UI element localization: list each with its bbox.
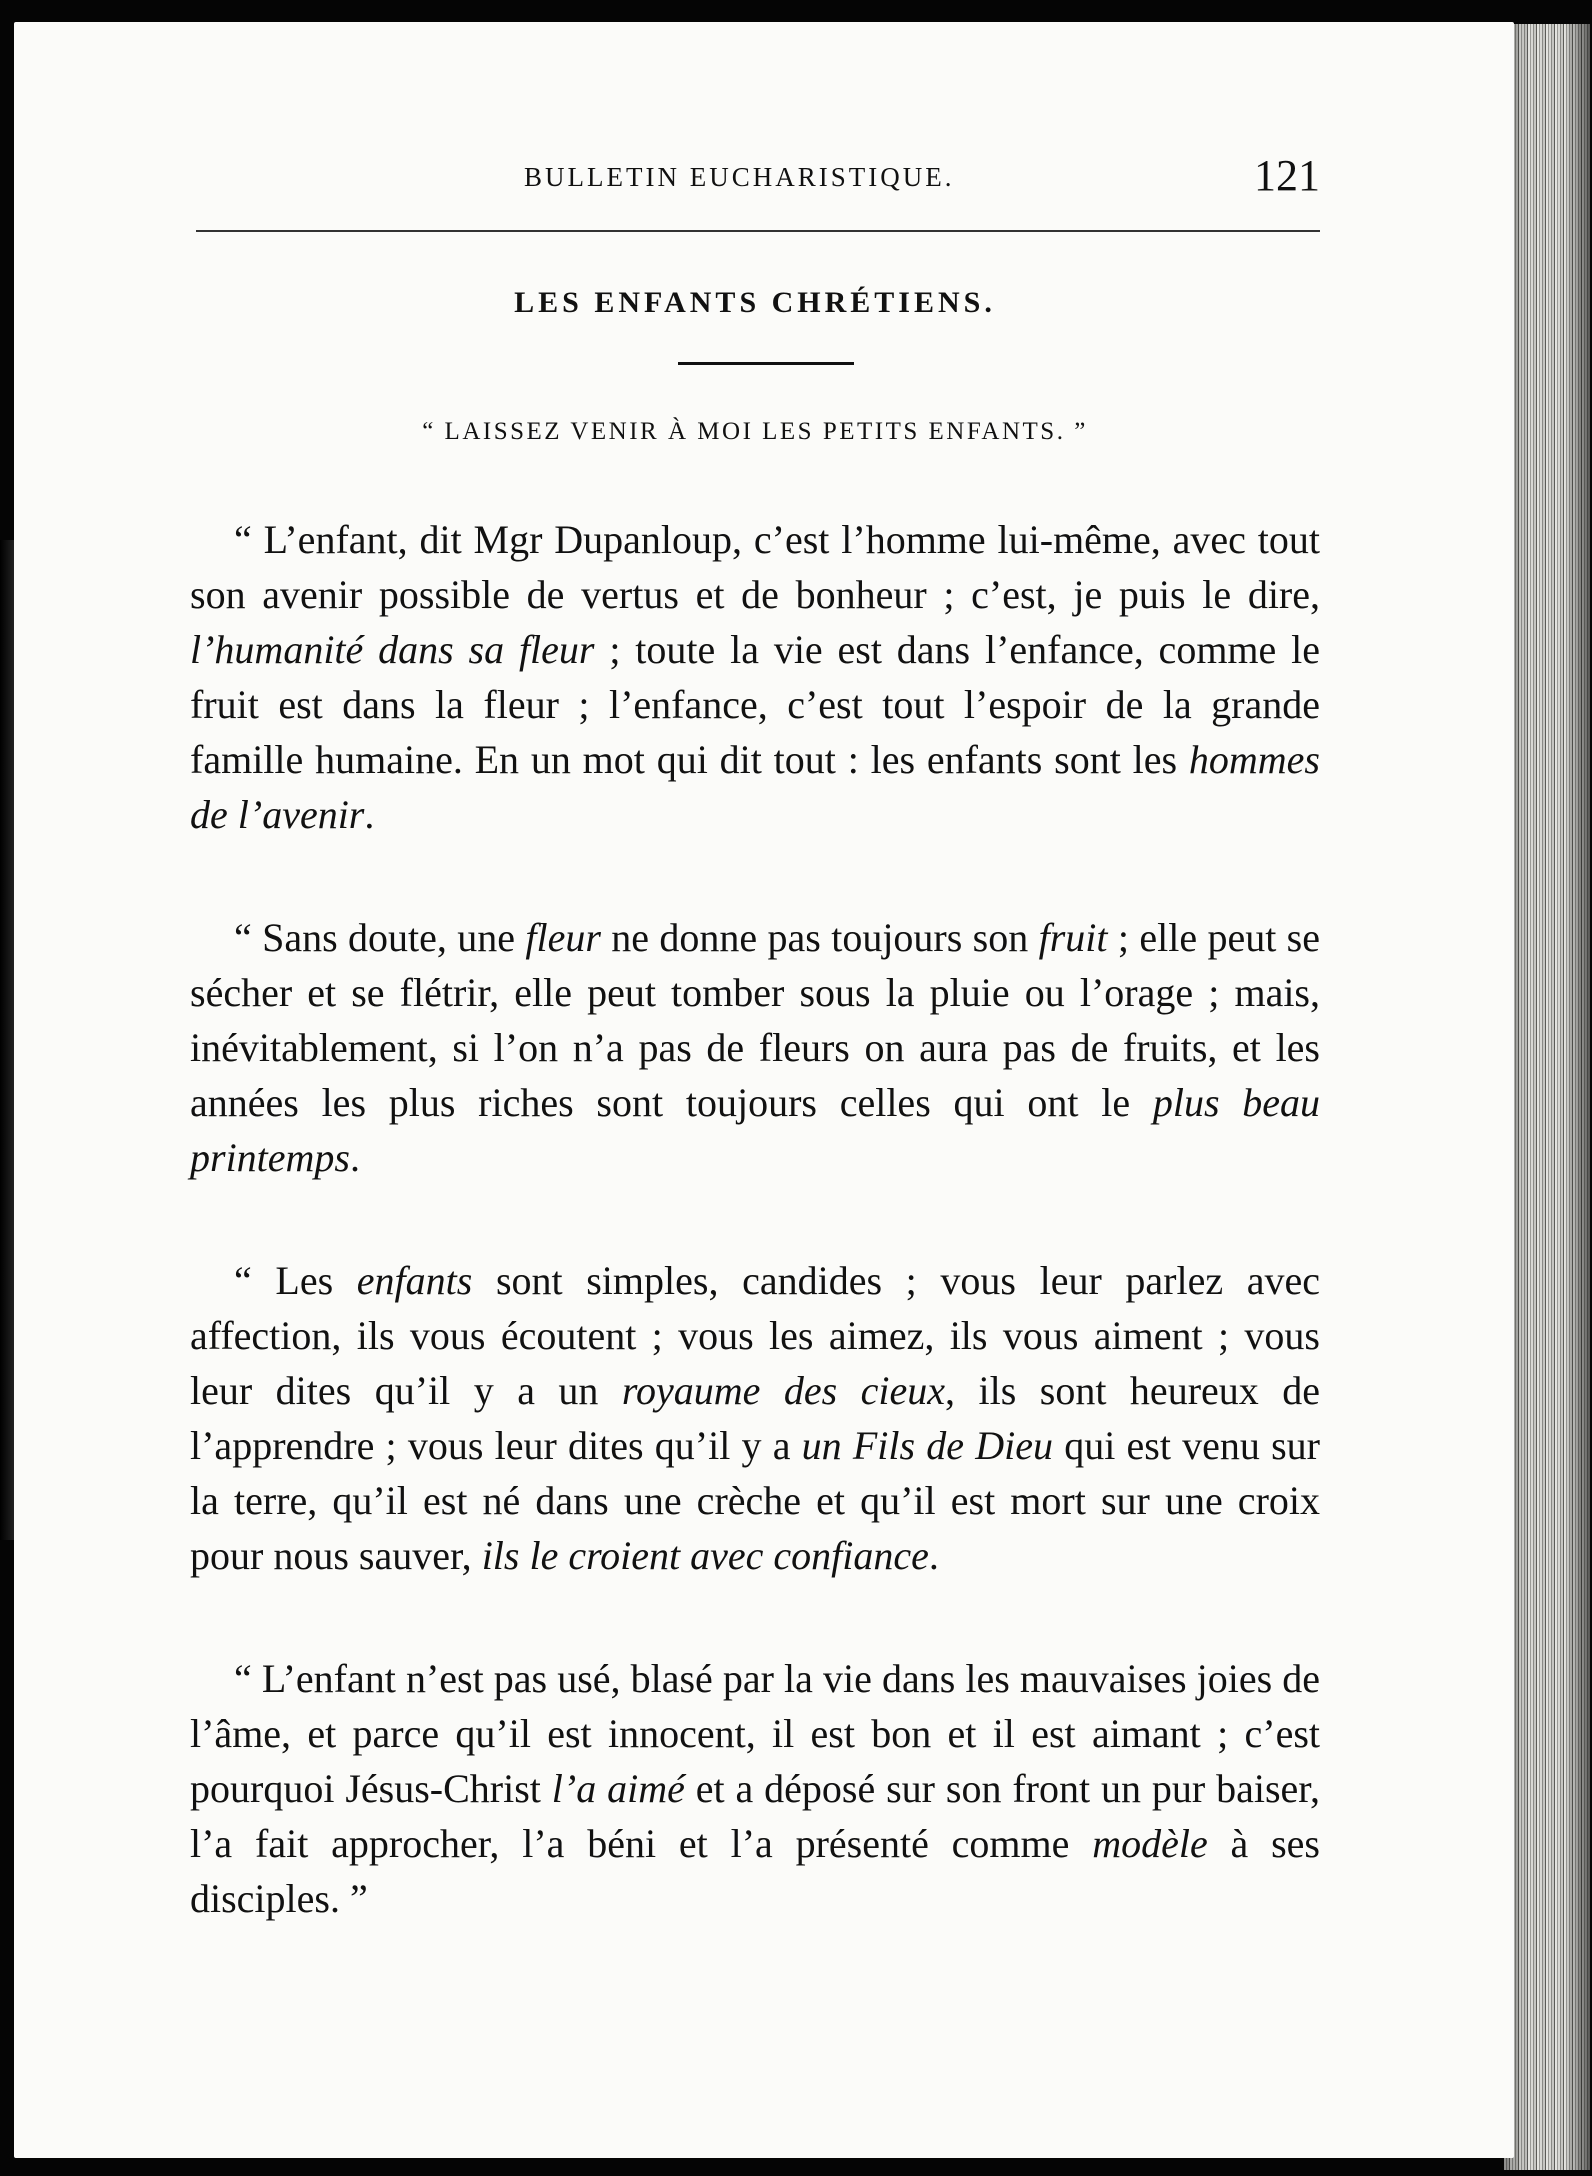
title-rule: [678, 362, 854, 365]
italic-text: l’a aimé: [551, 1766, 685, 1811]
page-edges: [1504, 24, 1590, 2170]
running-header: [190, 140, 1320, 210]
italic-text: fleur: [525, 915, 601, 960]
book-page: [14, 22, 1514, 2158]
section-title: LES ENFANTS CHRÉTIENS.: [514, 286, 996, 319]
italic-text: royaume des cieux: [621, 1368, 946, 1413]
text-run: “ Sans doute, une: [234, 915, 526, 960]
body-text: [190, 512, 1320, 1994]
italic-text: fruit: [1038, 915, 1108, 960]
text-run: .: [364, 792, 375, 837]
text-run: “ L’enfant n’est pas usé, blasé par la vie dans les mauvaises joies de l’âme, et parce qu’il est innocent, il est bon et il est aimant ; c’est pourquoi Jésus-Christ: [190, 1656, 1320, 1811]
italic-text: un Fils de Dieu: [801, 1423, 1054, 1468]
text-run: et a déposé sur son front un pur baiser, l’a fait approcher, l’a béni et l’a présenté comme: [190, 1766, 1320, 1866]
text-run: ; elle peut se sécher et se flétrir, elle peut tomber sous la pluie ou l’orage ; mais, inévitablement, si l’on n’a pas de fleurs on aura pas de fruits, et les années les plus riches sont toujours celles qui ont le: [190, 915, 1320, 1125]
epigraph: “ LAISSEZ VENIR À MOI LES PETITS ENFANTS. ”: [422, 418, 1088, 445]
text-run: .: [350, 1135, 360, 1180]
page-content: [190, 140, 1321, 1921]
text-run: , ils sont heureux de l’apprendre ; vous leur dites qu’il y a: [190, 1368, 1320, 1468]
header-rule: [196, 230, 1320, 232]
paragraph: [190, 910, 1320, 1185]
text-run: à ses disciples. ”: [190, 1821, 1320, 1921]
page-number: 121: [1254, 151, 1320, 200]
italic-text: ils le croient avec confiance: [481, 1533, 929, 1578]
text-run: “ L’enfant, dit Mgr Dupanloup, c’est l’homme lui-même, avec tout son avenir possible de vertus et de bonheur ; c’est, je puis le dire,: [190, 517, 1320, 617]
paragraph: [190, 1253, 1320, 1583]
text-run: qui est venu sur la terre, qu’il est né dans une crèche et qu’il est mort sur une croix pour nous sauver,: [190, 1423, 1321, 1578]
text-run: .: [928, 1533, 939, 1578]
italic-text: hommes de l’avenir: [190, 737, 1320, 837]
italic-text: plus beau printemps: [190, 1080, 1321, 1180]
text-run: ne donne pas toujours son: [600, 915, 1039, 960]
text-run: ; toute la vie est dans l’enfance, comme le fruit est dans la fleur ; l’enfance, c’est tout l’espoir de la grande famille humaine. En un mot qui dit tout : les enfants sont les: [190, 627, 1320, 782]
text-run: “ Les: [234, 1258, 357, 1303]
text-run: sont simples, candides ; vous leur parlez avec affection, ils vous écoutent ; vous les aimez, ils vous aiment ; vous leur dites qu’il y a un: [190, 1258, 1320, 1413]
binding-shadow: [0, 540, 14, 1540]
italic-text: l’humanité dans sa fleur: [190, 627, 595, 672]
paragraph: [190, 512, 1320, 842]
italic-text: enfants: [356, 1258, 473, 1303]
running-title: BULLETIN EUCHARISTIQUE.: [524, 162, 955, 192]
paragraph: [190, 1651, 1320, 1926]
italic-text: modèle: [1092, 1821, 1208, 1866]
